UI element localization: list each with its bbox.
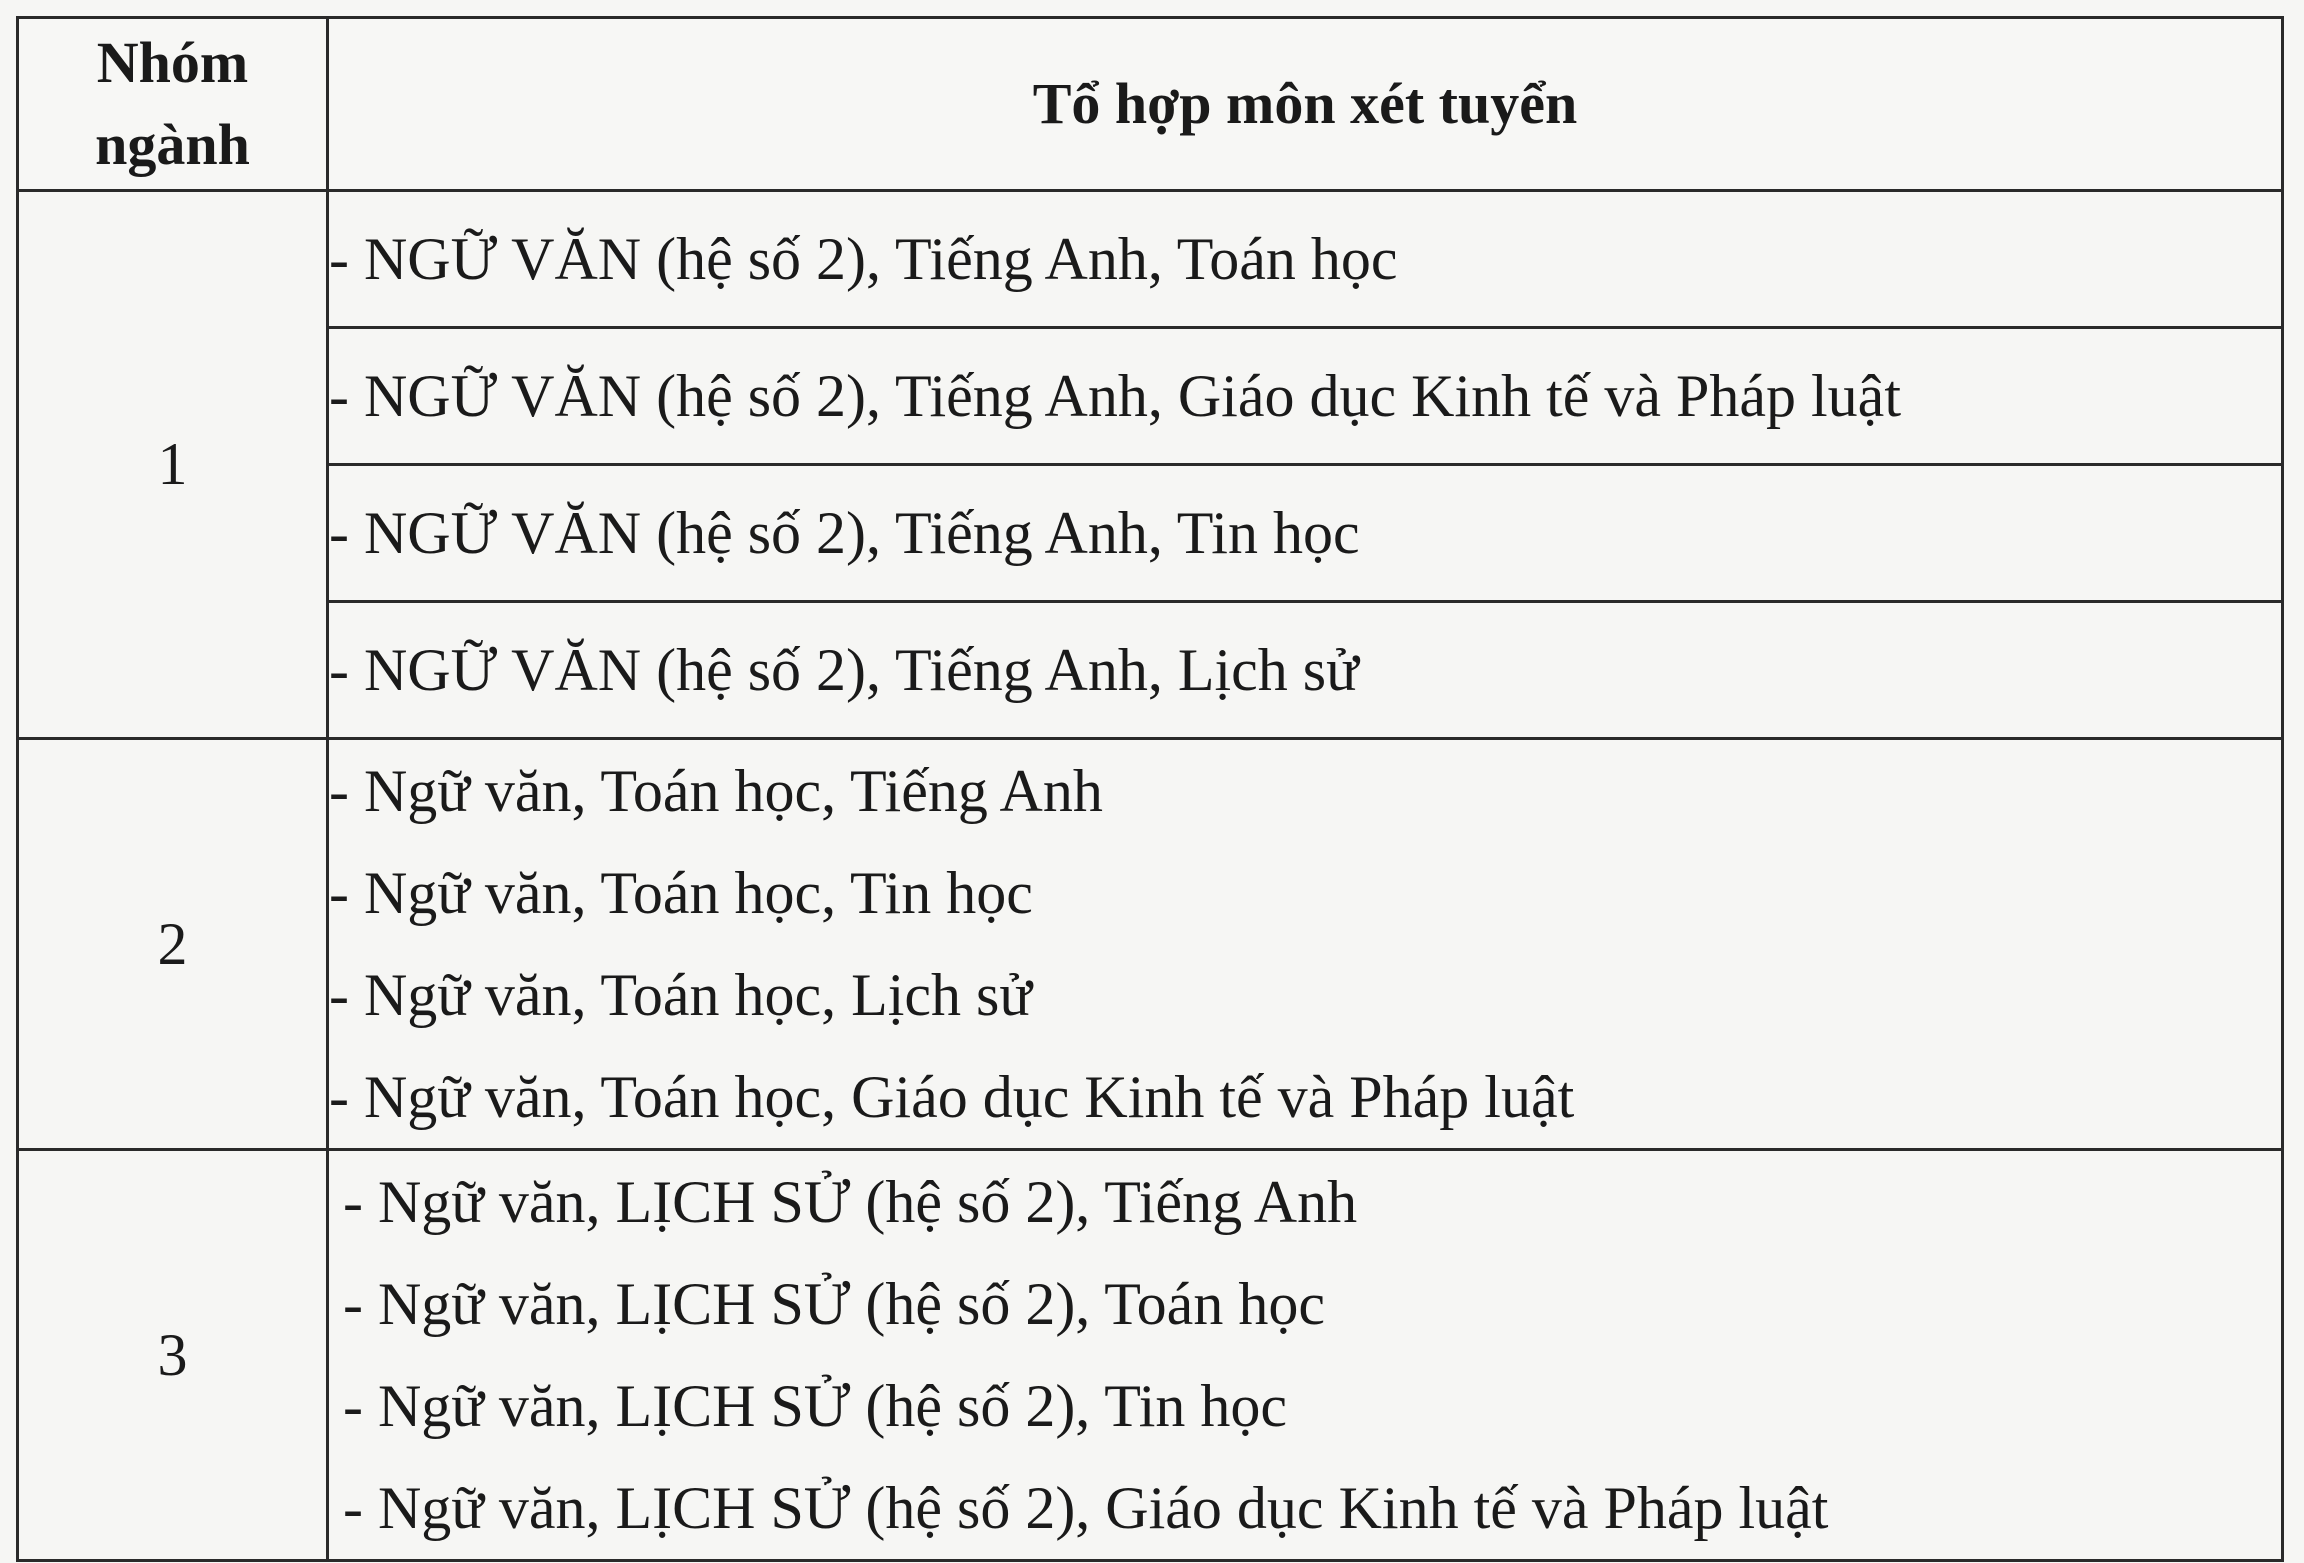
- header-group-line-1: Nhóm: [96, 30, 249, 95]
- combination-line: - Ngữ văn, Toán học, Lịch sử: [329, 962, 1032, 1028]
- combination-cell: - NGỮ VĂN (hệ số 2), Tiếng Anh, Lịch sử: [328, 602, 2283, 739]
- table-row: [18, 328, 2283, 465]
- combination-line: - Ngữ văn, LỊCH SỬ (hệ số 2), Tiếng Anh: [343, 1169, 1358, 1235]
- combination-line: - Ngữ văn, LỊCH SỬ (hệ số 2), Toán học: [343, 1271, 1325, 1337]
- combination-cell: - NGỮ VĂN (hệ số 2), Tiếng Anh, Tin học: [328, 465, 2283, 602]
- table-header-row: [18, 18, 2283, 191]
- group-number-1: 1: [18, 191, 328, 739]
- table-row: [18, 602, 2283, 739]
- combination-cell: - NGỮ VĂN (hệ số 2), Tiếng Anh, Giáo dục Kinh tế và Pháp luật: [328, 328, 2283, 465]
- combination-line: - Ngữ văn, LỊCH SỬ (hệ số 2), Tin học: [343, 1373, 1288, 1439]
- combination-line: - Ngữ văn, Toán học, Giáo dục Kinh tế và Pháp luật: [329, 1064, 1575, 1130]
- combination-line: - Ngữ văn, Toán học, Tiếng Anh: [329, 758, 1103, 824]
- header-combination-column: Tổ hợp môn xét tuyển: [328, 18, 2283, 191]
- combination-line: - Ngữ văn, LỊCH SỬ (hệ số 2), Giáo dục Kinh tế và Pháp luật: [343, 1475, 1829, 1541]
- combination-line: - Ngữ văn, Toán học, Tin học: [329, 860, 1033, 926]
- table-row: [18, 739, 2283, 1150]
- table-row: [18, 191, 2283, 328]
- table-row: [18, 1150, 2283, 1561]
- group-number-3: 3: [18, 1150, 328, 1561]
- table-row: [18, 465, 2283, 602]
- combination-cell: [328, 1150, 2283, 1561]
- header-group-column: [18, 18, 328, 191]
- group-number-2: 2: [18, 739, 328, 1150]
- combination-cell: [328, 739, 2283, 1150]
- combination-cell: - NGỮ VĂN (hệ số 2), Tiếng Anh, Toán học: [328, 191, 2283, 328]
- header-group-line-2: ngành: [95, 112, 250, 177]
- admission-combinations-table: [16, 16, 2284, 1562]
